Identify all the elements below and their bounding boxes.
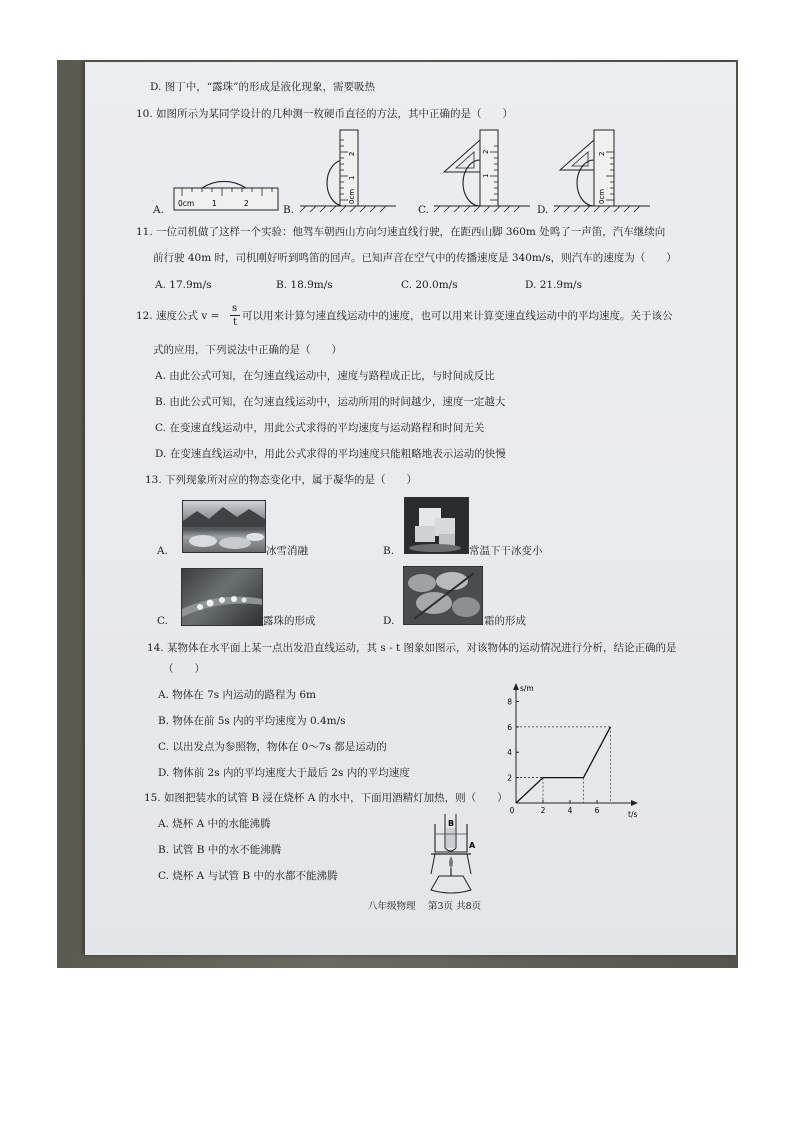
q15-option-b: B. 试管 B 中的水不能沸腾 (158, 844, 282, 856)
ruler-a-label-2: 2 (244, 199, 249, 208)
q9-option-d: D. 图丁中，“露珠”的形成是液化现象，需要吸热 (150, 81, 375, 93)
q10-figure-c (430, 128, 534, 214)
q13-image-frost (403, 566, 483, 625)
st-chart (500, 675, 650, 821)
ruler-c-label-2: 2 (482, 149, 490, 154)
q13-option-a-caption: 冰雪消融 (266, 545, 308, 557)
q15-stem: 15. 如图把装水的试管 B 浸在烧杯 A 的水中，下面用酒精灯加热，则（ ） (144, 792, 508, 804)
q13-image-dew (181, 568, 263, 626)
y-tick-label-6: 6 (507, 722, 512, 732)
q13-option-b-caption: 常温下干冰变小 (469, 545, 543, 557)
x-tick-label-4: 4 (567, 806, 573, 815)
x-tick-label-0: 0 (509, 806, 515, 815)
y-axis-arrow (513, 683, 519, 690)
q10-option-b: B. (283, 204, 295, 216)
q14-option-c: C. 以出发点为参照物，物体在 0～7s 都是运动的 (158, 741, 387, 753)
series-line (516, 727, 611, 803)
q14-option-b: B. 物体在前 5s 内的平均速度为 0.4m/s (158, 715, 346, 727)
q14-paren: （ ） (163, 663, 205, 675)
ruler-b-label-1: 1 (348, 175, 356, 180)
q11-option-d: D. 21.9m/s (525, 279, 582, 291)
label-a: A (469, 841, 476, 850)
q13-option-b-letter: B. (383, 545, 395, 557)
q13-image-dry-ice (404, 497, 469, 554)
q12-option-d: D. 在变速直线运动中，用此公式求得的平均速度只能粗略地表示运动的快慢 (155, 448, 506, 460)
q10-stem: 10. 如图所示为某同学设计的几种测一枚硬币直径的方法，其中正确的是（ ） (136, 108, 514, 120)
footer-subject: 八年级物理 (368, 901, 416, 912)
axis-ticks (516, 701, 597, 803)
q13-image-melting-snow (182, 500, 266, 553)
q13-option-a-letter: A. (157, 545, 168, 557)
q12-option-b: B. 由此公式可知，在匀速直线运动中，运动所用的时间越少，速度一定越大 (155, 396, 506, 408)
q12-post: 可以用来计算匀速直线运动中的速度，也可以用来计算变速直线运动中的平均速度。关于该公 (242, 310, 673, 322)
q13-option-c-caption: 露珠的形成 (263, 615, 316, 627)
q14-option-d: D. 物体前 2s 内的平均速度大于最后 2s 内的平均速度 (158, 767, 410, 779)
q14-option-a: A. 物体在 7s 内运动的路程为 6m (158, 689, 316, 701)
x-tick-label-2: 2 (540, 806, 546, 815)
ruler-b-label-0: 0cm (348, 188, 356, 204)
q11-option-b: B. 18.9m/s (276, 279, 333, 291)
ruler-a-label-0: 0cm (178, 199, 195, 208)
y-tick-label-8: 8 (507, 697, 512, 707)
guide-lines (516, 727, 611, 803)
q12-option-a: A. 由此公式可知，在匀速直线运动中，速度与路程成正比，与时间成反比 (155, 370, 495, 382)
q11-line2: 前行驶 40m 时，司机刚好听到鸣笛的回声。已知声音在空气中的传播速度是 340m/s，则汽车的速度为（ ） (153, 252, 677, 264)
ruler-d-label-2: 2 (598, 151, 606, 156)
q15-option-a: A. 烧杯 A 中的水能沸腾 (158, 818, 271, 830)
q13-option-d-caption: 霜的形成 (484, 615, 526, 627)
y-axis-label: s/m (520, 684, 534, 693)
q15-option-c: C. 烧杯 A 与试管 B 中的水都不能沸腾 (158, 870, 338, 882)
y-tick-label-2: 2 (507, 773, 512, 783)
y-tick-label-4: 4 (507, 748, 512, 758)
q10-figure-d (550, 128, 654, 214)
q15-apparatus-figure (425, 812, 495, 898)
q10-option-c: C. (418, 204, 429, 216)
q13-option-d-letter: D. (383, 615, 395, 627)
q11-option-a: A. 17.9m/s (155, 279, 212, 291)
q14-stem: 14. 某物体在水平面上某一点出发沿直线运动，其 s - t 图象如图示，对该物体的运动情况进行分析，结论正确的是 (147, 642, 677, 654)
q12-frac-bar (230, 315, 240, 316)
q12-frac-den: t (233, 317, 238, 328)
q10-option-d-label: D. (537, 204, 549, 216)
ruler-d-label-0: 0cm (598, 188, 606, 204)
q12-pre: 12. 速度公式 v = (136, 310, 220, 322)
q12-option-c: C. 在变速直线运动中，用此公式求得的平均速度与运动路程和时间无关 (155, 422, 485, 434)
x-tick-label-6: 6 (594, 806, 600, 815)
q10-figure-b (296, 128, 400, 214)
footer-page: 第3页 共8页 (428, 901, 482, 912)
q11-line1: 11. 一位司机做了这样一个实验：他驾车朝西山方向匀速直线行驶，在距西山脚 360m 处鸣了一声笛，汽车继续向 (136, 226, 666, 238)
q13-option-c-letter: C. (157, 615, 168, 627)
q10-figure-a (168, 162, 280, 214)
q12-frac-num: s (232, 303, 238, 314)
ruler-b-label-2: 2 (348, 151, 356, 156)
q13-stem: 13. 下列现象所对应的物态变化中，属于凝华的是（ ） (145, 474, 418, 486)
x-axis-label: t/s (628, 810, 638, 819)
q11-option-c: C. 20.0m/s (401, 279, 458, 291)
ruler-a-label-1: 1 (212, 199, 217, 208)
x-axis-arrow (631, 800, 638, 806)
ruler-c-label-1: 1 (482, 173, 490, 178)
q10-option-a: A. (153, 204, 164, 216)
q12-line2: 式的应用，下列说法中正确的是（ ） (153, 344, 342, 356)
label-b: B (448, 819, 455, 828)
